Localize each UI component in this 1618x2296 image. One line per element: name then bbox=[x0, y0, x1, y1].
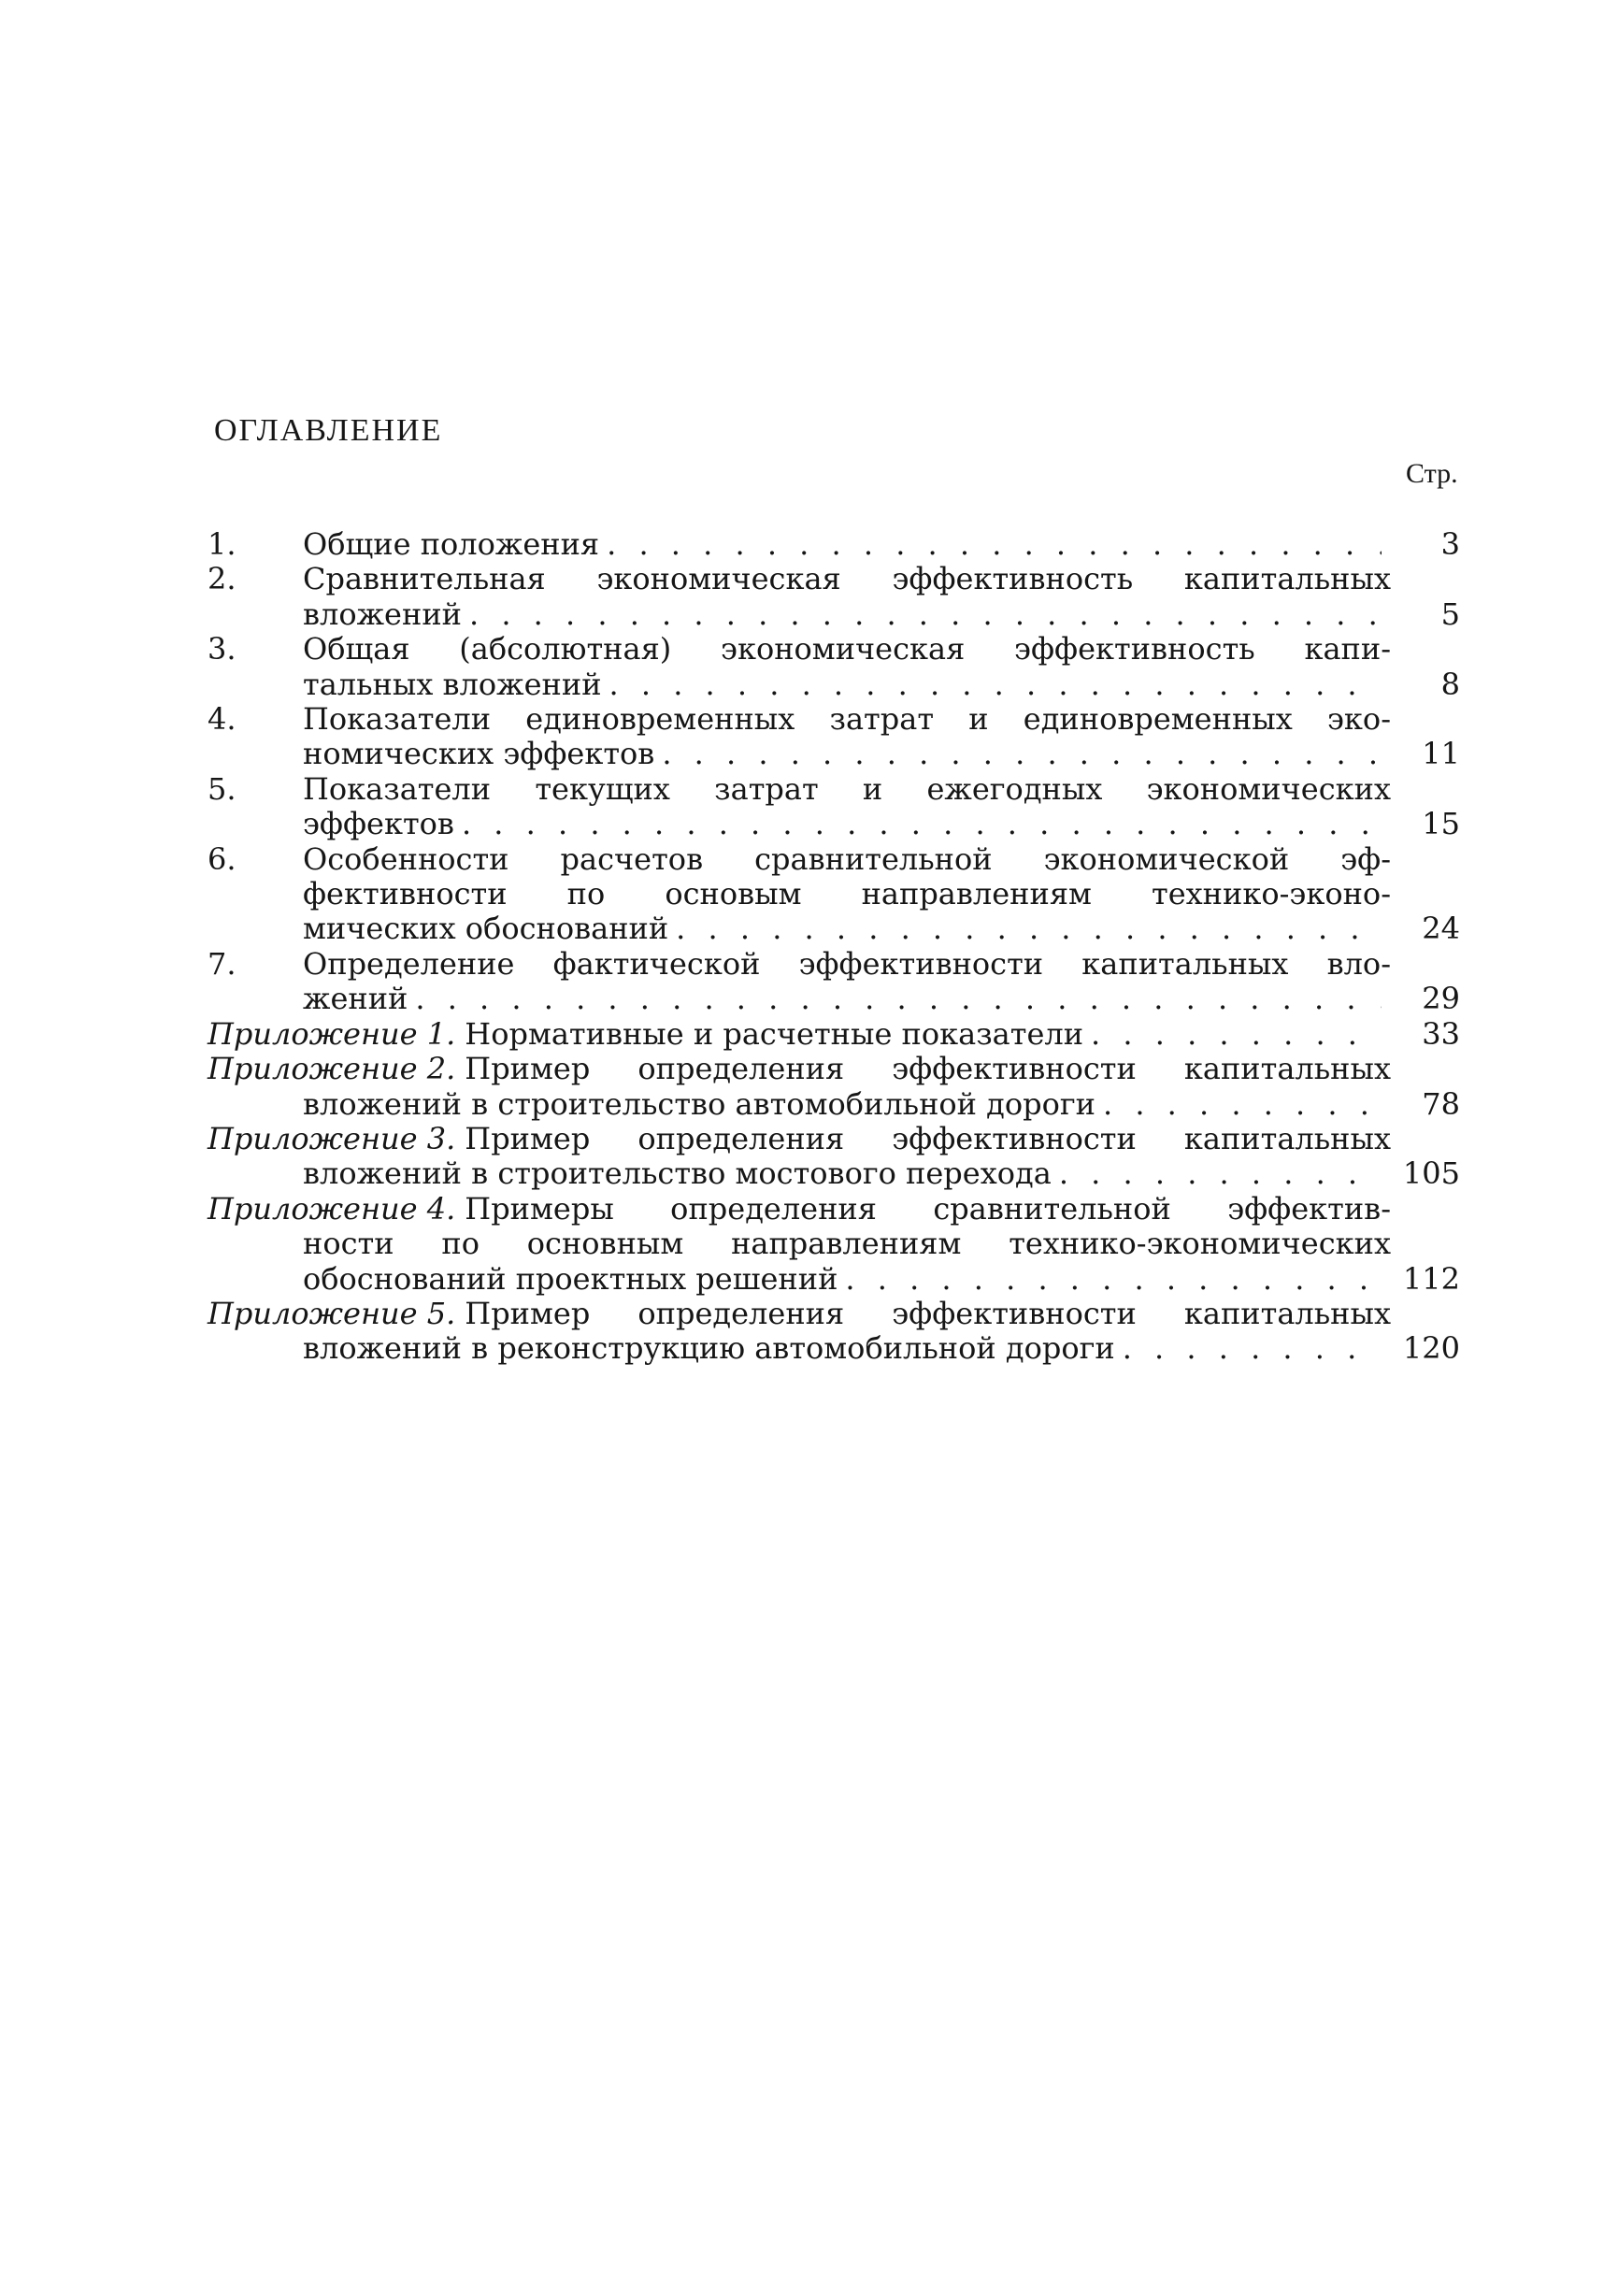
entry-page: 29 bbox=[1422, 981, 1460, 1017]
entry-page: 8 bbox=[1440, 666, 1460, 702]
entry-title-line: ности по основным направлениям технико-экономических bbox=[303, 1226, 1391, 1262]
dot-leader bbox=[462, 597, 1382, 632]
entry-page: 15 bbox=[1422, 806, 1460, 842]
page-column-label: Стр. bbox=[1406, 458, 1458, 489]
appendix-label: Приложение 2. bbox=[208, 1051, 456, 1087]
table-of-contents bbox=[208, 527, 1460, 1367]
entry-title-line: обоснований проектных решений bbox=[303, 1260, 838, 1297]
dot-leader bbox=[838, 1262, 1382, 1297]
entry-number: 4. bbox=[208, 701, 236, 738]
entry-title bbox=[208, 1052, 1391, 1122]
entry-title bbox=[303, 632, 1391, 702]
dot-leader bbox=[408, 982, 1382, 1016]
toc-appendix-entry[interactable] bbox=[208, 1122, 1460, 1192]
toc-heading: ОГЛАВЛЕНИЕ bbox=[214, 413, 443, 448]
dot-leader bbox=[454, 807, 1382, 841]
entry-page: 5 bbox=[1440, 596, 1460, 632]
entry-title-line: эффектов bbox=[303, 806, 454, 842]
entry-title-line: Общие положения bbox=[303, 526, 600, 562]
entry-title-line: Сравнительная экономическая эффективность капитальных bbox=[303, 561, 1391, 597]
entry-title-line: Нормативные и расчетные показатели bbox=[465, 1015, 1084, 1052]
entry-number: 3. bbox=[208, 631, 236, 667]
appendix-label: Приложение 4. bbox=[208, 1190, 456, 1227]
toc-entry[interactable] bbox=[208, 772, 1460, 842]
entry-title-line: Определение фактической эффективности капитальных вло- bbox=[303, 945, 1391, 982]
dot-leader bbox=[1052, 1156, 1382, 1191]
entry-title-line: Примеры определения сравнительной эффектив- bbox=[465, 1190, 1391, 1227]
dot-leader bbox=[599, 527, 1382, 562]
toc-appendix-entry[interactable] bbox=[208, 1017, 1460, 1052]
entry-title-line: вложений в строительство автомобильной дороги bbox=[303, 1085, 1095, 1122]
entry-page: 24 bbox=[1422, 911, 1460, 947]
entry-number: 2. bbox=[208, 561, 236, 597]
entry-title bbox=[303, 562, 1391, 632]
entry-title bbox=[208, 1297, 1391, 1367]
appendix-label: Приложение 1. bbox=[208, 1015, 456, 1052]
entry-title-line: вложений bbox=[303, 596, 462, 632]
entry-title-line: фективности по основым направлениям технико-эконо- bbox=[303, 876, 1391, 912]
toc-entry[interactable] bbox=[208, 842, 1460, 947]
entry-title-line: Пример определения эффективности капитальных bbox=[465, 1120, 1391, 1156]
toc-entry[interactable] bbox=[208, 562, 1460, 632]
entry-title-line: вложений в реконструкцию автомобильной дороги bbox=[303, 1330, 1115, 1367]
toc-appendix-entry[interactable] bbox=[208, 1192, 1460, 1297]
toc-entry[interactable] bbox=[208, 947, 1460, 1017]
entry-title bbox=[208, 1017, 1391, 1052]
entry-title bbox=[303, 772, 1391, 842]
entry-page: 112 bbox=[1402, 1260, 1460, 1297]
entry-title bbox=[208, 1122, 1391, 1192]
entry-number: 7. bbox=[208, 945, 236, 982]
dot-leader bbox=[1095, 1087, 1382, 1122]
entry-title bbox=[303, 527, 1391, 562]
entry-page: 120 bbox=[1402, 1330, 1460, 1367]
entry-title-line: Показатели текущих затрат и ежегодных экономических bbox=[303, 770, 1391, 807]
entry-number: 1. bbox=[208, 526, 236, 562]
toc-entry[interactable] bbox=[208, 702, 1460, 772]
entry-title-line: Показатели единовременных затрат и единовременных эко- bbox=[303, 701, 1391, 738]
entry-title bbox=[303, 842, 1391, 947]
toc-entry[interactable] bbox=[208, 632, 1460, 702]
entry-title-line: Пример определения эффективности капитальных bbox=[465, 1295, 1391, 1331]
entry-title bbox=[208, 1192, 1391, 1297]
dot-leader bbox=[1115, 1331, 1382, 1366]
entry-page: 33 bbox=[1422, 1015, 1460, 1052]
entry-page: 78 bbox=[1422, 1085, 1460, 1122]
dot-leader bbox=[602, 667, 1382, 702]
entry-title-line: вложений в строительство мостового перехода bbox=[303, 1155, 1052, 1192]
entry-title-line: Пример определения эффективности капитальных bbox=[465, 1051, 1391, 1087]
entry-number: 6. bbox=[208, 840, 236, 877]
entry-page: 105 bbox=[1402, 1155, 1460, 1192]
toc-appendix-entry[interactable] bbox=[208, 1052, 1460, 1122]
entry-number: 5. bbox=[208, 770, 236, 807]
entry-title-line: Особенности расчетов сравнительной экономической эф- bbox=[303, 840, 1391, 877]
toc-appendix-entry[interactable] bbox=[208, 1297, 1460, 1367]
entry-page: 11 bbox=[1422, 736, 1460, 772]
entry-title bbox=[303, 947, 1391, 1017]
entry-title-line: номических эффектов bbox=[303, 736, 655, 772]
entry-title-line: мических обоснований bbox=[303, 911, 669, 947]
appendix-label: Приложение 3. bbox=[208, 1120, 456, 1156]
appendix-label: Приложение 5. bbox=[208, 1295, 456, 1331]
dot-leader bbox=[1083, 1017, 1382, 1052]
entry-title bbox=[303, 702, 1391, 772]
entry-title-line: тальных вложений bbox=[303, 666, 602, 702]
entry-page: 3 bbox=[1440, 526, 1460, 562]
entry-title-line: жений bbox=[303, 981, 408, 1017]
toc-entry[interactable] bbox=[208, 527, 1460, 562]
dot-leader bbox=[654, 737, 1382, 771]
dot-leader bbox=[668, 911, 1382, 946]
entry-title-line: Общая (абсолютная) экономическая эффективность капи- bbox=[303, 631, 1391, 667]
